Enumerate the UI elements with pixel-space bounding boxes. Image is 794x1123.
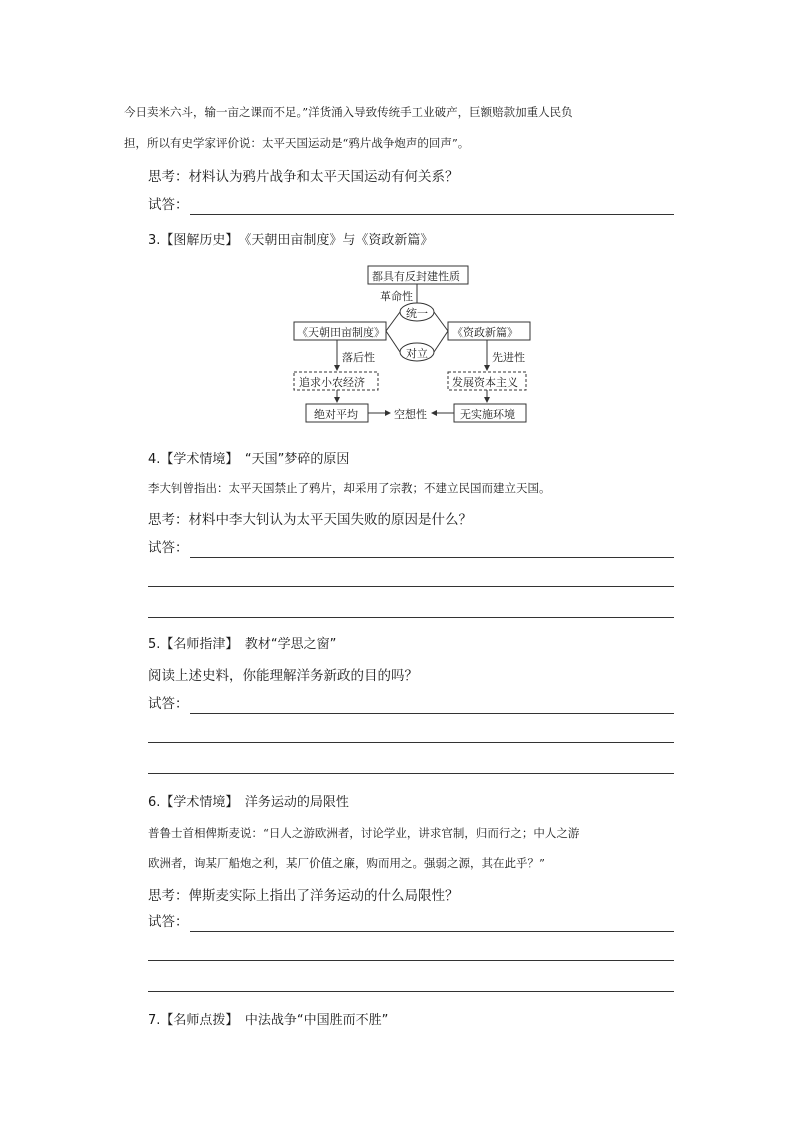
answer-label: 试答： <box>148 696 189 712</box>
diagram-left-goal-label: 追求小农经济 <box>299 376 365 389</box>
answer-row <box>148 910 674 932</box>
diagram-right-goal-label: 发展资本主义 <box>452 376 518 389</box>
section4-title: 4.【学术情境】 “天国”梦碎的原因 <box>148 452 350 467</box>
diagram-right-doc-label: 《资政新篇》 <box>452 326 518 339</box>
intro-think: 思考：材料认为鸦片战争和太平天国运动有何关系？ <box>148 169 459 185</box>
answer-line[interactable] <box>190 931 674 932</box>
concept-diagram <box>286 258 532 430</box>
answer-row <box>148 536 674 558</box>
answer-line[interactable] <box>148 991 674 992</box>
section6-title: 6.【学术情境】 洋务运动的局限性 <box>148 795 349 810</box>
diagram-right-bottom-label: 无实施环境 <box>460 408 515 421</box>
diagram-revolutionary-label: 革命性 <box>380 290 413 303</box>
diagram-backward-label: 落后性 <box>342 351 375 364</box>
diagram-advanced-label: 先进性 <box>492 351 525 364</box>
section7-title: 7.【名师点拨】 中法战争“中国胜而不胜” <box>148 1013 389 1028</box>
diagram-left-bottom-label: 绝对平均 <box>314 408 358 421</box>
diagram-center-bottom-label: 空想性 <box>394 408 427 421</box>
answer-line[interactable] <box>148 960 674 961</box>
section4-think: 思考：材料中李大钊认为太平天国失败的原因是什么？ <box>148 512 472 528</box>
answer-line[interactable] <box>190 214 674 215</box>
answer-row <box>148 692 674 714</box>
intro-line-1: 今日卖米六斗，输一亩之课而不足。”洋货涌入导致传统手工业破产，巨额赔款加重人民负 <box>124 105 573 119</box>
section6-think: 思考：俾斯麦实际上指出了洋务运动的什么局限性？ <box>148 888 459 904</box>
section5-title: 5.【名师指津】 教材“学思之窗” <box>148 637 337 652</box>
diagram-unity-label: 统一 <box>406 307 428 320</box>
answer-row <box>148 193 674 215</box>
answer-line[interactable] <box>190 713 674 714</box>
answer-label: 试答： <box>148 540 189 556</box>
diagram-top-label: 都具有反封建性质 <box>372 270 460 283</box>
answer-line[interactable] <box>148 773 674 774</box>
section6-quote-line-1: 普鲁士首相俾斯麦说：“日人之游欧洲者，讨论学业，讲求官制，归而行之；中人之游 <box>148 826 580 840</box>
diagram-opposition-label: 对立 <box>406 347 428 360</box>
diagram-left-doc-label: 《天朝田亩制度》 <box>297 326 385 339</box>
answer-label: 试答： <box>148 197 189 213</box>
answer-line[interactable] <box>148 617 674 618</box>
intro-line-2: 担，所以有史学家评价说：太平天国运动是“鸦片战争炮声的回声”。 <box>124 136 470 150</box>
section5-question: 阅读上述史料，你能理解洋务新政的目的吗？ <box>148 668 418 684</box>
section4-quote: 李大钊曾指出：太平天国禁止了鸦片，却采用了宗教；不建立民国而建立天国。 <box>148 481 551 495</box>
answer-line[interactable] <box>190 557 674 558</box>
answer-label: 试答： <box>148 914 189 930</box>
answer-line[interactable] <box>148 586 674 587</box>
answer-line[interactable] <box>148 742 674 743</box>
section6-quote-line-2: 欧洲者，询某厂船炮之利，某厂价值之廉，购而用之。强弱之源，其在此乎？” <box>148 856 545 870</box>
section3-title: 3.【图解历史】 《天朝田亩制度》与《资政新篇》 <box>148 233 434 248</box>
